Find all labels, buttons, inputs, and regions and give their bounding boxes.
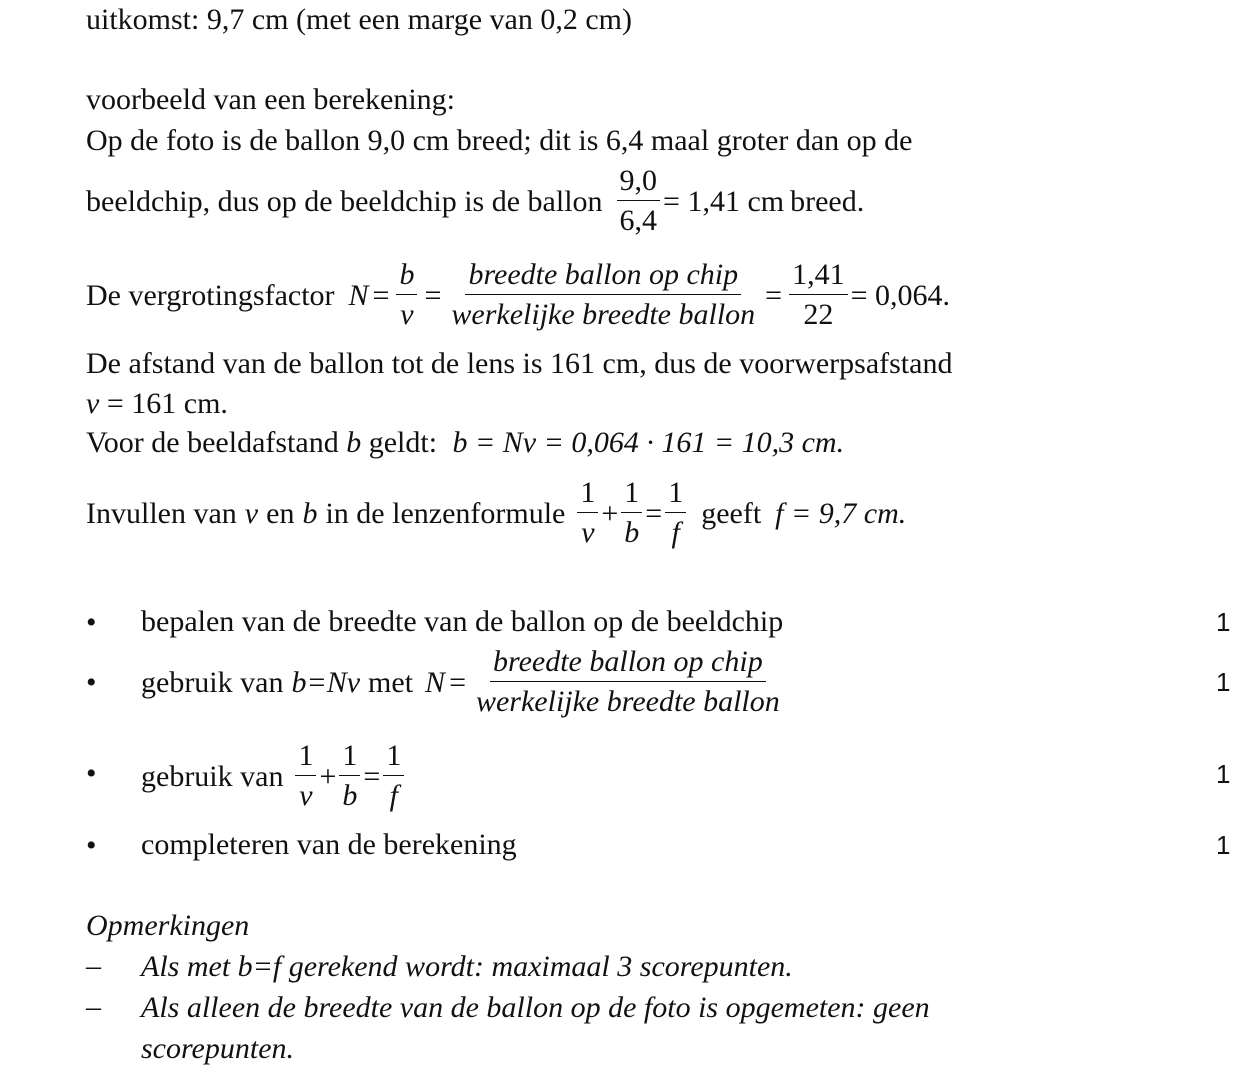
width-result: = 1,41 cm — [663, 184, 785, 218]
lens-term-b — [621, 474, 642, 553]
para2-eq3: = — [765, 278, 783, 312]
para5-en: en — [266, 496, 295, 530]
bullet-2-text-c: met — [368, 665, 414, 699]
bullet-1-text: bepalen van de breedte van de ballon op de beeldchip — [141, 605, 784, 638]
para3-rest: = 161 cm. — [106, 387, 228, 420]
para4-b: b — [346, 426, 362, 459]
remark-2-text-a: Als alleen de breedte van de ballon op de foto is opgemeten — [141, 991, 856, 1024]
bullet-4-symbol: • — [86, 829, 97, 862]
para5-b: b — [302, 496, 318, 530]
width-fraction-denominator: 6,4 — [619, 204, 658, 237]
bullet-2-N: N — [425, 665, 446, 699]
width-fraction-numerator: 9,0 — [617, 162, 661, 201]
para4-geldt: geldt: — [368, 426, 438, 459]
bullet-3-eq: = — [363, 759, 381, 793]
ratio-value-numerator: 1,41 — [789, 256, 848, 295]
bullet-3-line — [141, 737, 407, 816]
ratio-text-denominator: werkelijke breedte ballon — [451, 298, 756, 331]
para1-line2-text: beeldchip, dus op de beeldchip is de ballon — [86, 184, 603, 218]
remark-1-dash: – — [86, 949, 101, 982]
bullet-3-text-a: gebruik van — [141, 759, 284, 793]
para5-text-b: in de lenzenformule — [325, 496, 566, 530]
lens-plus: + — [601, 496, 619, 530]
para1-line1: Op de foto is de ballon 9,0 cm breed; dit is 6,4 maal groter dan op de — [86, 124, 913, 157]
bullet-4-text: completeren van de berekening — [141, 828, 517, 861]
para2-result: = 0,064. — [850, 278, 951, 312]
remark-2-line2: scorepunten. — [141, 1032, 295, 1065]
lens-term-f — [665, 474, 686, 553]
remark-2-text-b: : geen — [855, 991, 930, 1024]
lens-term-b-numerator: 1 — [621, 474, 642, 513]
para1-line2 — [86, 162, 864, 241]
remarks-title: Opmerkingen — [86, 909, 250, 942]
bullet-2-fraction — [473, 643, 783, 722]
remark-2-line1 — [141, 990, 930, 1026]
bullet-2-text-b: b=Nv — [291, 665, 361, 699]
para5-line — [86, 474, 906, 553]
bullet-3-term-b-denominator: b — [342, 779, 358, 812]
para2-N: N — [348, 278, 369, 312]
bullet-2-text-a: gebruik van — [141, 665, 284, 699]
bullet-2-line — [141, 643, 786, 722]
bullet-3-plus: + — [319, 759, 337, 793]
para5-v: v — [244, 496, 259, 530]
b-over-v-denominator: v — [400, 298, 414, 331]
ratio-value-denominator: 22 — [803, 298, 834, 331]
bullet-3-term-v — [295, 737, 316, 816]
para3-line2 — [86, 386, 228, 422]
para2-eq2: = — [424, 278, 442, 312]
ratio-value-fraction — [789, 256, 848, 335]
b-over-v-numerator: b — [396, 256, 417, 295]
para5-result: f = 9,7 cm. — [775, 496, 907, 530]
lens-term-v-denominator: v — [581, 516, 595, 549]
bullet-3-term-f-numerator: 1 — [383, 737, 404, 776]
para4-formula: b = Nv = 0,064 · 161 = 10,3 cm. — [452, 426, 845, 459]
bullet-3-term-v-denominator: v — [299, 779, 313, 812]
b-over-v-fraction — [396, 256, 417, 335]
ratio-text-numerator: breedte ballon op chip — [465, 256, 741, 295]
bullet-1-symbol: • — [86, 606, 97, 639]
bullet-2-score: 1 — [1216, 667, 1231, 697]
ratio-text-fraction — [448, 256, 758, 335]
bullet-3-score: 1 — [1216, 759, 1231, 789]
lens-eq: = — [645, 496, 663, 530]
para4-text: Voor de beeldafstand — [86, 426, 339, 459]
uitkomst-line: uitkomst: 9,7 cm (met een marge van 0,2 cm) — [86, 3, 632, 36]
lens-term-f-denominator: f — [671, 516, 680, 549]
para2-text: De vergrotingsfactor — [86, 278, 335, 312]
lens-term-b-denominator: b — [624, 516, 640, 549]
para2-line — [86, 256, 950, 335]
bullet-3-term-b — [339, 737, 360, 816]
width-tail: breed. — [790, 184, 865, 218]
example-heading: voorbeeld van een berekening: — [86, 83, 456, 116]
bullet-4-score: 1 — [1216, 830, 1231, 860]
para4-line — [86, 425, 844, 461]
para3-line1: De afstand van de ballon tot de lens is 161 cm, dus de voorwerpsafstand — [86, 347, 953, 380]
bullet-1-score: 1 — [1216, 607, 1231, 637]
bullet-3-term-f — [383, 737, 404, 816]
lens-term-v-numerator: 1 — [577, 474, 598, 513]
bullet-2-fraction-denominator: werkelijke breedte ballon — [475, 685, 780, 718]
remark-1-text: Als met b=f gerekend wordt: maximaal 3 scorepunten. — [141, 950, 793, 983]
width-fraction — [617, 162, 661, 241]
para2-eq1: = — [372, 278, 390, 312]
bullet-3-term-f-denominator: f — [389, 779, 398, 812]
bullet-2-fraction-numerator: breedte ballon op chip — [490, 643, 766, 682]
para5-geeft: geeft — [701, 496, 762, 530]
lens-term-f-numerator: 1 — [665, 474, 686, 513]
para5-text-a: Invullen van — [86, 496, 237, 530]
lens-term-v — [577, 474, 598, 553]
bullet-3-term-v-numerator: 1 — [295, 737, 316, 776]
bullet-2-symbol: • — [86, 666, 97, 699]
remark-2-dash: – — [86, 990, 101, 1023]
bullet-3-symbol: • — [86, 757, 97, 790]
bullet-3-term-b-numerator: 1 — [339, 737, 360, 776]
para3-v: v — [86, 387, 100, 420]
bullet-2-eq: = — [449, 665, 466, 699]
